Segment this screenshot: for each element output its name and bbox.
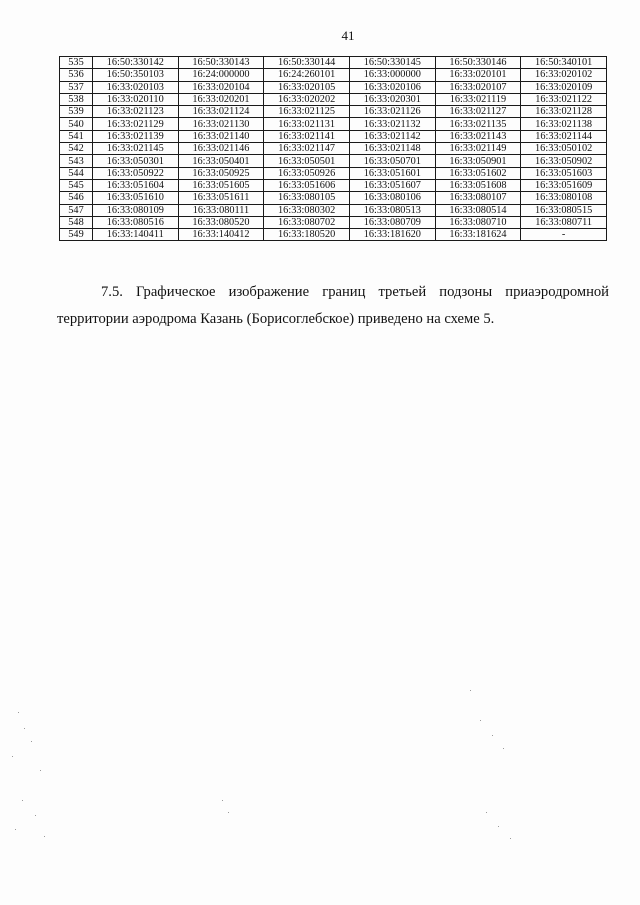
cadastral-number-cell: 16:33:080514: [435, 204, 521, 216]
table-row: [60, 81, 607, 93]
row-number-cell: 545: [60, 179, 93, 191]
cadastral-number-cell: 16:50:330146: [435, 57, 521, 69]
cadastral-numbers-table: [59, 56, 607, 241]
cadastral-number-cell: 16:33:051609: [521, 179, 607, 191]
cadastral-number-cell: 16:24:000000: [178, 69, 264, 81]
table-row: [60, 204, 607, 216]
row-number-cell: 544: [60, 167, 93, 179]
cadastral-number-cell: 16:33:050902: [521, 155, 607, 167]
cadastral-number-cell: 16:50:330143: [178, 57, 264, 69]
cadastral-number-cell: 16:33:021126: [349, 106, 435, 118]
cadastral-number-cell: -: [521, 229, 607, 241]
table-row: [60, 192, 607, 204]
row-number-cell: 543: [60, 155, 93, 167]
cadastral-number-cell: 16:33:050701: [349, 155, 435, 167]
cadastral-number-cell: 16:33:080516: [93, 216, 179, 228]
cadastral-number-cell: 16:33:080702: [264, 216, 350, 228]
cadastral-number-cell: 16:33:080302: [264, 204, 350, 216]
cadastral-number-cell: 16:33:051607: [349, 179, 435, 191]
row-number-cell: 539: [60, 106, 93, 118]
row-number-cell: 541: [60, 130, 93, 142]
cadastral-number-cell: 16:33:021143: [435, 130, 521, 142]
cadastral-number-cell: 16:33:021149: [435, 143, 521, 155]
cadastral-number-cell: 16:33:021145: [93, 143, 179, 155]
cadastral-number-cell: 16:33:080709: [349, 216, 435, 228]
table-row: [60, 130, 607, 142]
cadastral-number-cell: 16:33:050301: [93, 155, 179, 167]
cadastral-number-cell: 16:33:080108: [521, 192, 607, 204]
cadastral-number-cell: 16:33:021138: [521, 118, 607, 130]
row-number-cell: 549: [60, 229, 93, 241]
page-number: 41: [341, 28, 355, 43]
cadastral-number-cell: 16:33:050926: [264, 167, 350, 179]
cadastral-number-cell: 16:33:021148: [349, 143, 435, 155]
cadastral-number-cell: 16:33:080710: [435, 216, 521, 228]
cadastral-number-cell: 16:33:080106: [349, 192, 435, 204]
cadastral-number-cell: 16:33:021144: [521, 130, 607, 142]
cadastral-number-cell: 16:33:020301: [349, 93, 435, 105]
cadastral-number-cell: 16:24:260101: [264, 69, 350, 81]
table-row: [60, 229, 607, 241]
body-paragraph: 7.5. Графическое изображение границ третьей подзоны приаэродромной территории аэродрома Казань (Борисоглебское) приведено на схеме 5.: [57, 284, 609, 327]
cadastral-number-cell: 16:33:021146: [178, 143, 264, 155]
cadastral-number-cell: 16:33:180520: [264, 229, 350, 241]
cadastral-number-cell: 16:33:020107: [435, 81, 521, 93]
table-row: [60, 106, 607, 118]
cadastral-number-cell: 16:33:140412: [178, 229, 264, 241]
row-number-cell: 542: [60, 143, 93, 155]
cadastral-number-cell: 16:33:020102: [521, 69, 607, 81]
cadastral-number-cell: 16:33:080105: [264, 192, 350, 204]
cadastral-number-cell: 16:33:080107: [435, 192, 521, 204]
cadastral-number-cell: 16:33:021123: [93, 106, 179, 118]
cadastral-number-cell: 16:33:021128: [521, 106, 607, 118]
cadastral-number-cell: 16:33:021147: [264, 143, 350, 155]
cadastral-number-cell: 16:33:080513: [349, 204, 435, 216]
cadastral-number-cell: 16:33:080520: [178, 216, 264, 228]
cadastral-number-cell: 16:33:050925: [178, 167, 264, 179]
row-number-cell: 546: [60, 192, 93, 204]
cadastral-number-cell: 16:33:140411: [93, 229, 179, 241]
cadastral-number-cell: 16:33:021131: [264, 118, 350, 130]
table-body: [60, 57, 607, 241]
cadastral-number-cell: 16:33:021119: [435, 93, 521, 105]
table-row: [60, 167, 607, 179]
cadastral-number-cell: 16:33:080515: [521, 204, 607, 216]
cadastral-number-cell: 16:33:051603: [521, 167, 607, 179]
cadastral-number-cell: 16:33:181620: [349, 229, 435, 241]
cadastral-number-cell: 16:33:021124: [178, 106, 264, 118]
cadastral-number-cell: 16:33:051604: [93, 179, 179, 191]
cadastral-number-cell: 16:33:020106: [349, 81, 435, 93]
cadastral-number-cell: 16:33:021125: [264, 106, 350, 118]
cadastral-number-cell: 16:50:330144: [264, 57, 350, 69]
cadastral-number-cell: 16:33:000000: [349, 69, 435, 81]
cadastral-number-cell: 16:33:050901: [435, 155, 521, 167]
cadastral-number-cell: 16:33:021130: [178, 118, 264, 130]
cadastral-number-cell: 16:33:020202: [264, 93, 350, 105]
cadastral-number-cell: 16:33:020105: [264, 81, 350, 93]
cadastral-number-cell: 16:33:051605: [178, 179, 264, 191]
cadastral-number-cell: 16:33:021129: [93, 118, 179, 130]
table-row: [60, 155, 607, 167]
table-row: [60, 143, 607, 155]
cadastral-number-cell: 16:33:021122: [521, 93, 607, 105]
cadastral-number-cell: 16:33:051601: [349, 167, 435, 179]
row-number-cell: 537: [60, 81, 93, 93]
cadastral-number-cell: 16:33:050922: [93, 167, 179, 179]
cadastral-number-cell: 16:33:080109: [93, 204, 179, 216]
cadastral-number-cell: 16:33:080711: [521, 216, 607, 228]
cadastral-number-cell: 16:33:051610: [93, 192, 179, 204]
cadastral-number-cell: 16:33:020201: [178, 93, 264, 105]
row-number-cell: 538: [60, 93, 93, 105]
cadastral-number-cell: 16:33:020104: [178, 81, 264, 93]
cadastral-number-cell: 16:50:330145: [349, 57, 435, 69]
cadastral-number-cell: 16:50:330142: [93, 57, 179, 69]
cadastral-number-cell: 16:33:020109: [521, 81, 607, 93]
table-row: [60, 57, 607, 69]
cadastral-number-cell: 16:50:340101: [521, 57, 607, 69]
table-row: [60, 179, 607, 191]
cadastral-number-cell: 16:33:021135: [435, 118, 521, 130]
cadastral-number-cell: 16:33:080111: [178, 204, 264, 216]
cadastral-number-cell: 16:33:050102: [521, 143, 607, 155]
cadastral-number-cell: 16:33:051608: [435, 179, 521, 191]
row-number-cell: 540: [60, 118, 93, 130]
cadastral-number-cell: 16:33:021140: [178, 130, 264, 142]
table-row: [60, 118, 607, 130]
cadastral-number-cell: 16:33:050401: [178, 155, 264, 167]
cadastral-number-cell: 16:33:021139: [93, 130, 179, 142]
row-number-cell: 547: [60, 204, 93, 216]
cadastral-number-cell: 16:33:020110: [93, 93, 179, 105]
cadastral-number-cell: 16:50:350103: [93, 69, 179, 81]
cadastral-number-cell: 16:33:051611: [178, 192, 264, 204]
cadastral-number-cell: 16:33:021132: [349, 118, 435, 130]
cadastral-number-cell: 16:33:050501: [264, 155, 350, 167]
cadastral-number-cell: 16:33:021127: [435, 106, 521, 118]
table-row: [60, 216, 607, 228]
cadastral-number-cell: 16:33:020101: [435, 69, 521, 81]
table-row: [60, 69, 607, 81]
cadastral-number-cell: 16:33:021141: [264, 130, 350, 142]
row-number-cell: 536: [60, 69, 93, 81]
row-number-cell: 548: [60, 216, 93, 228]
cadastral-number-cell: 16:33:020103: [93, 81, 179, 93]
cadastral-number-cell: 16:33:181624: [435, 229, 521, 241]
cadastral-number-cell: 16:33:051606: [264, 179, 350, 191]
table-row: [60, 93, 607, 105]
row-number-cell: 535: [60, 57, 93, 69]
cadastral-number-cell: 16:33:021142: [349, 130, 435, 142]
cadastral-number-cell: 16:33:051602: [435, 167, 521, 179]
